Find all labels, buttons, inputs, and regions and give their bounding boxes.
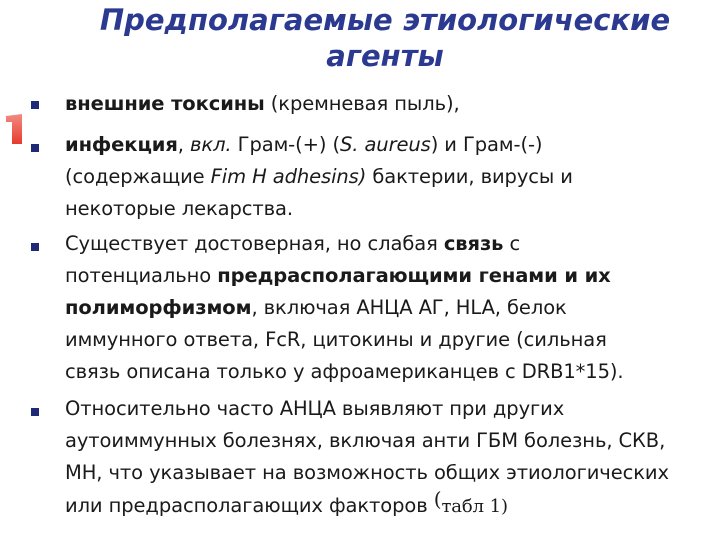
- item-2-line-1: [65, 129, 715, 161]
- item-2-text-a: ,: [177, 133, 190, 156]
- table-reference-text: табл 1): [441, 496, 508, 517]
- item-3-line-1: [65, 228, 715, 260]
- item-3-line-3: [65, 292, 715, 324]
- item-4-line-4: [65, 489, 715, 523]
- item-4-line-1: Относительно часто АНЦА выявляют при других: [65, 397, 565, 420]
- bullet-marker-3: [31, 243, 39, 251]
- bullet-item-3: [65, 228, 715, 388]
- bullet-item-4: [65, 393, 715, 523]
- table-reference-paren: (: [433, 487, 442, 511]
- red-corner-decoration: [6, 114, 22, 144]
- item-3-line-2-bold: предрасполагающими генами и их: [217, 264, 611, 287]
- item-4-line-4-a: или предрасполагающих факторов: [65, 494, 434, 517]
- item-2-italic-b: S. aureus: [339, 133, 431, 156]
- item-4-line-2: аутоиммунных болезнях, включая анти ГБМ болезнь, СКВ,: [65, 429, 666, 452]
- slide-title-line-2: агенты: [326, 39, 444, 73]
- item-3-line-4: иммунного ответа, FcR, цитокины и другие (сильная: [65, 328, 607, 351]
- item-2-bold: инфекция: [65, 133, 178, 156]
- item-3-line-1-c: с: [503, 232, 521, 255]
- item-3-line-3-b: , включая АНЦА АГ, HLA, белок: [251, 296, 567, 319]
- item-2-italic-a: вкл.: [190, 133, 232, 156]
- bullet-marker-1: [31, 101, 39, 109]
- item-2-line-2: [65, 161, 715, 193]
- bullet-item-1: [65, 88, 715, 120]
- bullet-marker-2: [31, 144, 39, 152]
- item-2-line-3: некоторые лекарства.: [65, 197, 294, 220]
- item-3-line-3-bold: полиморфизмом: [65, 296, 252, 319]
- item-2-text-c: ) и Грам-(-): [430, 133, 543, 156]
- item-2-line-2-italic: Fim H adhesins): [210, 165, 367, 188]
- item-2-text-b: Грам-(+) (: [231, 133, 340, 156]
- item-3-line-1-a: Существует достоверная, но слабая: [65, 232, 444, 255]
- bullet-item-2: [65, 129, 715, 225]
- slide-title: [60, 2, 710, 74]
- item-3-line-2: [65, 260, 715, 292]
- item-1-line-1: [65, 88, 715, 120]
- item-2-line-2-a: (содержащие: [65, 165, 211, 188]
- item-3-line-2-a: потенциально: [65, 264, 218, 287]
- bullet-marker-4: [31, 408, 39, 416]
- item-3-line-1-bold: связь: [443, 232, 504, 255]
- slide-title-line-1: Предполагаемые этиологические: [99, 3, 671, 37]
- table-reference: [433, 487, 508, 517]
- item-4-line-3: МН, что указывает на возможность общих этиологических: [65, 461, 669, 484]
- item-2-line-2-b: бактерии, вирусы и: [366, 165, 573, 188]
- item-1-bold: внешние токсины: [65, 92, 265, 115]
- item-3-line-5: связь описана только у афроамериканцев с DRB1*15).: [65, 360, 624, 383]
- item-1-text: (кремневая пыль),: [264, 92, 460, 115]
